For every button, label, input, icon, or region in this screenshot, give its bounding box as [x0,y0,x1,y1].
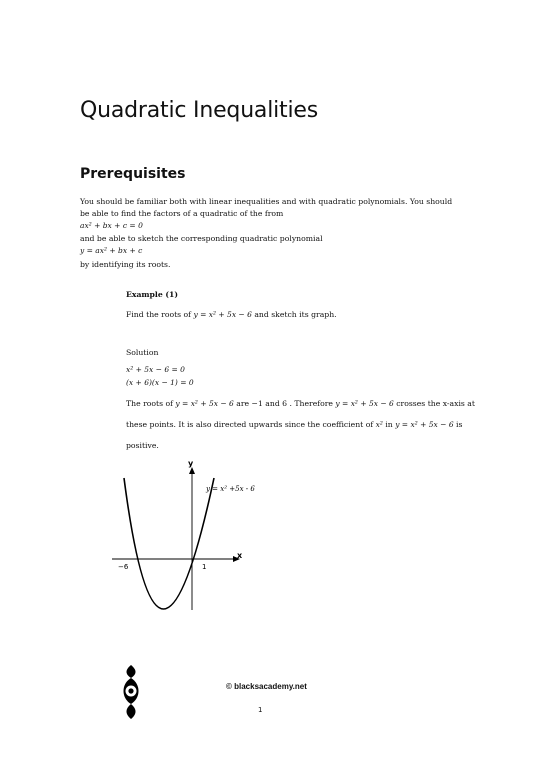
section-heading: Prerequisites [80,166,186,182]
solution-equation-2: (x + 6)(x − 1) = 0 [126,378,194,387]
y-axis-label: y [188,459,194,468]
page-number: 1 [258,706,263,714]
equation-polynomial: y = ax² + bx + c [80,246,143,255]
copyright-text: © blacksacademy.net [226,682,307,691]
intro-line-2: be able to find the factors of a quadratic of the from [80,209,284,218]
intro-line-3: and be able to sketch the corresponding quadratic polynomial [80,234,323,243]
intro-line-1: You should be familiar both with linear inequalities and with quadratic polynomials. You should [80,197,453,206]
solution-line-2: these points. It is also directed upwards since the coefficient of x² in y = x² + 5x − 6 is [126,420,463,429]
page-title: Quadratic Inequalities [80,98,318,123]
equation-general: ax² + bx + c = 0 [80,221,143,230]
solution-equation-1: x² + 5x − 6 = 0 [126,365,185,374]
parabola-graph [110,458,260,618]
curve-label: y = x² +5x - 6 [206,485,255,493]
parabola-curve [124,478,214,609]
academy-logo-icon [120,664,142,720]
solution-line-1: The roots of y = x² + 5x − 6 are −1 and 6 . Therefore y = x² + 5x − 6 crosses the x-axis at [126,399,475,408]
root-right-label: 1 [202,563,207,571]
intro-line-4: by identifying its roots. [80,260,171,269]
solution-line-3: positive. [126,441,159,450]
solution-heading: Solution [126,348,159,357]
x-axis-label: x [237,551,243,560]
y-axis-arrow [189,467,195,474]
root-left-label: −6 [118,563,129,571]
example-heading: Example (1) [126,290,179,299]
example-text: Find the roots of y = x² + 5x − 6 and sketch its graph. [126,310,337,319]
